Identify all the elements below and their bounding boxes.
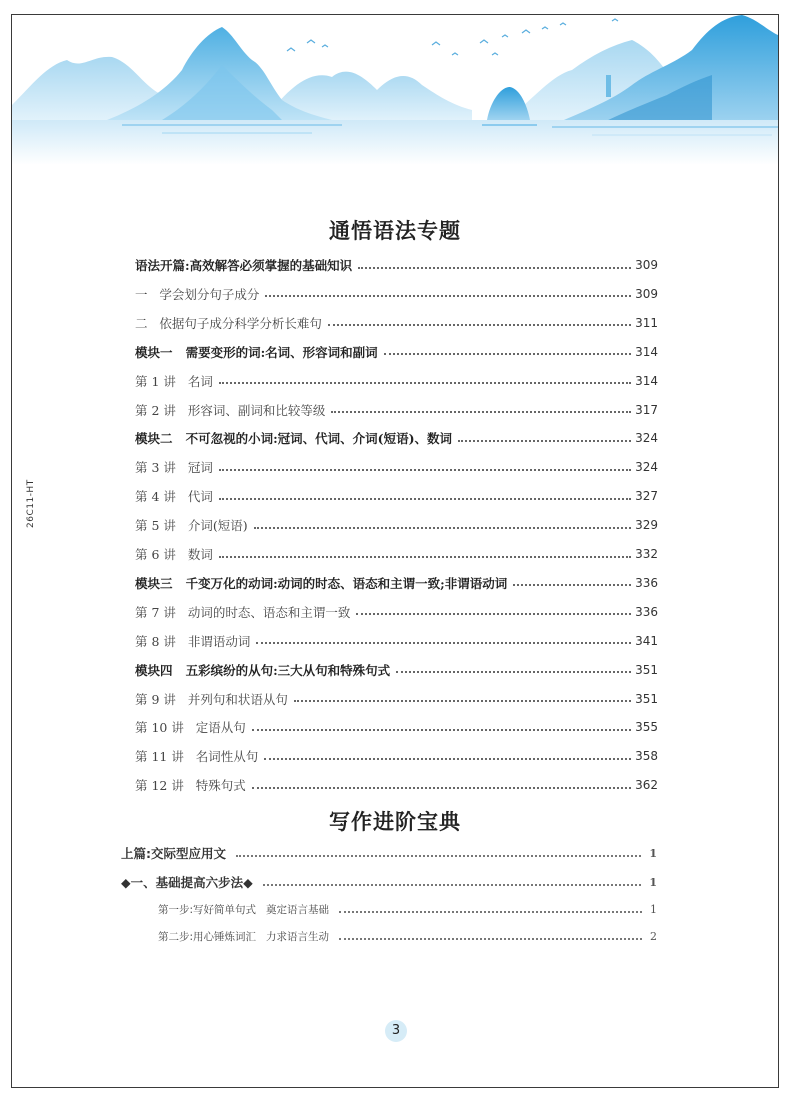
writing-row-page: 1: [650, 903, 657, 916]
dot-leader: [384, 352, 631, 355]
writing-row-page: 2: [650, 930, 657, 943]
toc-row-title: 形容词、副词和比较等级: [187, 402, 326, 418]
writing-row-text: 第二步:用心锤炼词汇 力求语言生动: [158, 931, 330, 943]
toc-row[interactable]: [135, 775, 658, 795]
toc-row-page: 332: [635, 547, 658, 561]
toc-row-page: 362: [635, 778, 658, 793]
toc-row-prefix: 模块一: [135, 344, 186, 360]
writing-row-page: 1: [649, 875, 657, 889]
toc-row-prefix: 第 6 讲: [135, 547, 188, 562]
writing-row-step1[interactable]: [158, 902, 657, 917]
toc-row-page: 324: [635, 431, 658, 446]
dot-leader: [339, 937, 642, 940]
toc-row[interactable]: [135, 313, 658, 333]
toc-row[interactable]: [135, 544, 658, 564]
toc-row-title: 名词性从句: [195, 749, 259, 765]
toc-row[interactable]: [135, 284, 658, 304]
toc-row-title: 特殊句式: [195, 778, 246, 794]
toc-row[interactable]: [135, 631, 658, 651]
toc-row-page: 327: [635, 489, 658, 504]
toc-row-page: 314: [635, 344, 658, 359]
dot-leader: [458, 439, 631, 442]
dot-leader: [339, 910, 642, 913]
dot-leader: [331, 410, 631, 413]
dot-leader: [219, 555, 631, 558]
toc-row-title: 高效解答必须掌握的基础知识: [189, 258, 353, 273]
dot-leader: [265, 294, 631, 297]
dot-leader: [263, 883, 642, 886]
toc-row[interactable]: [135, 602, 658, 622]
dot-leader: [513, 583, 631, 586]
toc-row-page: 309: [635, 286, 658, 301]
toc-row[interactable]: [135, 746, 658, 766]
section-title-writing: 写作进阶宝典: [329, 810, 461, 834]
toc-row-page: 358: [635, 749, 658, 764]
writing-row-text: 上篇:交际型应用文: [121, 846, 226, 861]
toc-row-prefix: 第 3 讲: [135, 460, 188, 476]
toc-row-title: 不可忽视的小词:冠词、代词、介词(短语)、数词: [185, 431, 453, 447]
toc-row-page: 336: [635, 575, 658, 590]
toc-row-title: 数词: [187, 547, 213, 562]
toc-row-prefix: 第 2 讲: [135, 402, 188, 418]
toc-row-page: 341: [635, 633, 658, 648]
toc-row-title: 需要变形的词:名词、形容词和副词: [185, 344, 378, 360]
dot-leader: [236, 854, 641, 857]
toc-row-prefix: 语法开篇:: [135, 258, 190, 273]
landscape-illustration: [12, 15, 778, 165]
dot-leader: [254, 526, 632, 529]
dot-leader: [294, 699, 631, 702]
section-title-grammar: 通悟语法专题: [329, 219, 461, 243]
toc-row-title: 介词(短语): [187, 518, 248, 534]
dot-leader: [264, 757, 631, 760]
toc-row-title: 冠词: [187, 460, 213, 476]
toc-row[interactable]: [135, 689, 658, 709]
toc-row-page: 336: [635, 604, 658, 619]
toc-row-title: 依据句子成分科学分析长难句: [159, 315, 322, 331]
page-number-badge: 3: [385, 1020, 407, 1042]
toc-row-prefix: 第 12 讲: [135, 778, 196, 794]
toc-row-title: 动词的时态、语态和主谓一致: [187, 604, 351, 620]
toc-row-page: 351: [635, 662, 658, 677]
dot-leader: [252, 728, 631, 731]
toc-row-prefix: 第 10 讲: [135, 720, 196, 736]
dot-leader: [252, 786, 631, 789]
toc-row[interactable]: [135, 515, 658, 535]
writing-row-page: 1: [649, 846, 657, 860]
toc-row[interactable]: [135, 457, 658, 477]
dot-leader: [328, 323, 631, 326]
toc-row-prefix: 第 5 讲: [135, 518, 188, 534]
toc-row-page: 355: [635, 720, 658, 735]
toc-row-page: 324: [635, 460, 658, 475]
toc-row-title: 并列句和状语从句: [187, 691, 288, 707]
toc-row-prefix: 第 4 讲: [135, 489, 188, 505]
toc-row[interactable]: [135, 428, 658, 448]
toc-row-title: 学会划分句子成分: [159, 286, 260, 302]
side-code-label: 26C11-HT: [26, 479, 36, 528]
writing-row-text: ◆一、基础提高六步法◆: [121, 875, 253, 890]
toc-row-title: 千变万化的动词:动词的时态、语态和主谓一致;非谓语动词: [185, 575, 508, 591]
toc-row[interactable]: [135, 255, 658, 275]
dot-leader: [256, 641, 631, 644]
toc-row-prefix: 第 11 讲: [135, 749, 196, 765]
writing-row-part1[interactable]: [121, 844, 657, 862]
dot-leader: [356, 612, 631, 615]
toc-row-title: 定语从句: [195, 720, 246, 736]
toc-row-title: 名词: [187, 373, 213, 389]
toc-row[interactable]: [135, 573, 658, 593]
dot-leader: [219, 381, 631, 384]
dot-leader: [219, 497, 631, 500]
toc-row[interactable]: [135, 400, 658, 420]
dot-leader: [358, 266, 631, 269]
toc-row-title: 非谓语动词: [187, 633, 251, 649]
toc-row-title: 五彩缤纷的从句:三大从句和特殊句式: [185, 662, 391, 678]
toc-row-prefix: 第 9 讲: [135, 691, 188, 707]
toc-row[interactable]: [135, 660, 658, 680]
toc-row-prefix: 模块三: [135, 575, 186, 591]
toc-row-prefix: 第 8 讲: [135, 633, 188, 649]
toc-row-page: 309: [635, 258, 658, 272]
writing-row-text: 第一步:写好简单句式 奠定语言基础: [158, 904, 330, 916]
toc-row-page: 317: [635, 402, 658, 417]
toc-row[interactable]: [135, 371, 658, 391]
toc-row-prefix: 模块四: [135, 662, 186, 678]
toc-row-prefix: 第 1 讲: [135, 373, 188, 389]
toc-row[interactable]: [135, 717, 658, 737]
toc-row-prefix: 模块二: [135, 431, 186, 447]
dot-leader: [219, 468, 631, 471]
toc-row-page: 314: [635, 373, 658, 388]
toc-row[interactable]: [135, 342, 658, 362]
toc-row-page: 329: [635, 518, 658, 533]
landscape-banner: [12, 15, 778, 165]
writing-row-six-steps[interactable]: [121, 873, 657, 891]
toc-row-page: 351: [635, 691, 658, 706]
toc-row-page: 311: [635, 315, 658, 330]
toc-row[interactable]: [135, 486, 658, 506]
toc-row-prefix: 第 7 讲: [135, 604, 188, 620]
toc-row-prefix: 二: [135, 315, 160, 331]
writing-row-step2[interactable]: [158, 929, 657, 944]
dot-leader: [396, 670, 631, 673]
toc-row-title: 代词: [187, 489, 213, 505]
toc-row-prefix: 一: [135, 286, 160, 302]
